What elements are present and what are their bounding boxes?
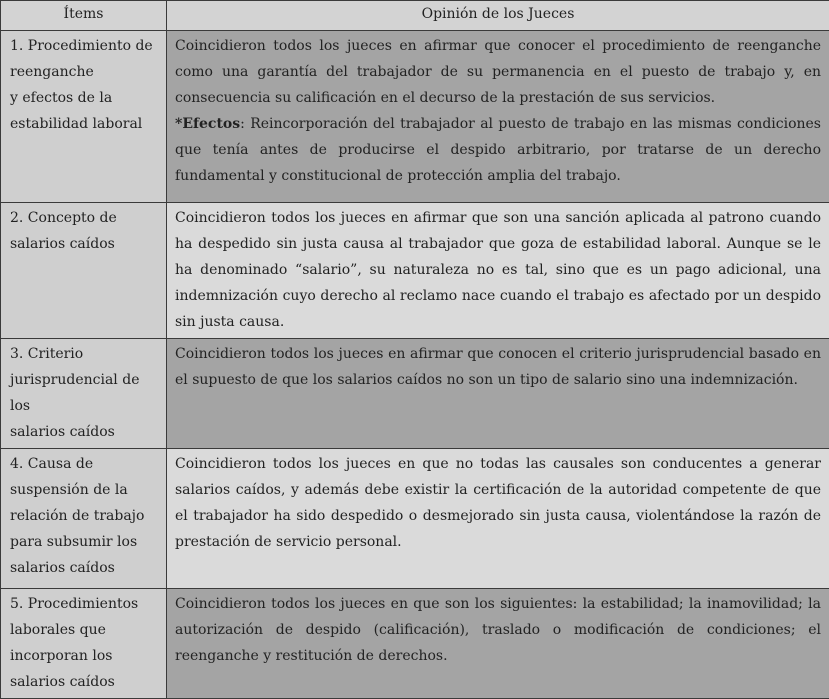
item-line: reenganche: [10, 59, 161, 85]
item-cell: [1, 203, 167, 339]
efectos-label: *Efectos: [175, 116, 240, 132]
item-line: 4. Causa de: [10, 451, 161, 477]
item-line: estabilidad laboral: [10, 111, 161, 137]
item-line: relación de trabajo: [10, 503, 161, 529]
item-line: para subsumir los: [10, 529, 161, 555]
item-line: y efectos de la: [10, 85, 161, 111]
item-line: laborales que: [10, 617, 161, 643]
item-line: 3. Criterio: [10, 341, 161, 367]
opinion-cell: [167, 449, 829, 589]
item-line: jurisprudencial de los: [10, 367, 161, 419]
item-line: suspensión de la: [10, 477, 161, 503]
item-line: salarios caídos: [10, 231, 161, 257]
opinion-text: Coincidieron todos los jueces en afirmar que conocen el criterio jurisprudencial basado en el supuesto de que los salarios caídos no son un tipo de salario sino una indemnización.: [175, 341, 821, 393]
opinion-cell: [167, 203, 829, 339]
opinion-text: Coincidieron todos los jueces en que no todas las causales son conducentes a generar salarios caídos, y además debe existir la certificación de la autoridad competente de que el trabajador ha sido despedido o desmejorado sin justa causa, violentándose la razón de prestación de servicio personal.: [175, 451, 821, 555]
efectos-text: : Reincorporación del trabajador al puesto de trabajo en las mismas condiciones que tenía antes de producirse el despido arbitrario, por tratarse de un derecho fundamental y constitucional de protección amplia del trabajo.: [175, 116, 821, 184]
table-body: [1, 31, 829, 699]
item-cell: [1, 589, 167, 699]
item-line: 5. Procedimientos: [10, 591, 161, 617]
table-row: [1, 449, 829, 589]
item-cell: [1, 339, 167, 449]
opinion-cell: [167, 589, 829, 699]
header-opinion: Opinión de los Jueces: [167, 1, 829, 31]
table-row: [1, 589, 829, 699]
efectos-paragraph: [175, 111, 821, 189]
item-line: incorporan los: [10, 643, 161, 669]
opinion-cell: [167, 31, 829, 203]
opinion-text: Coincidieron todos los jueces en afirmar que son una sanción aplicada al patrono cuando ha despedido sin justa causa al trabajador que goza de estabilidad laboral. Aunque se le ha denominado “salario”, su naturaleza no es tal, sino que es un pago adicional, una indemnización cuyo derecho al reclamo nace cuando el trabajo es afectado por un despido sin justa causa.: [175, 205, 821, 335]
item-line: salarios caídos: [10, 555, 161, 581]
header-items: Ítems: [1, 1, 167, 31]
table-row: [1, 203, 829, 339]
opinion-text: Coincidieron todos los jueces en afirmar que conocer el procedimiento de reenganche como una garantía del trabajador de su permanencia en el puesto de trabajo y, en consecuencia su calificación en el decurso de la prestación de sus servicios.: [175, 33, 821, 111]
item-line: 2. Concepto de: [10, 205, 161, 231]
table-row: [1, 339, 829, 449]
header-row: [1, 1, 829, 31]
table-header: [1, 1, 829, 31]
item-line: salarios caídos: [10, 669, 161, 695]
item-line: 1. Procedimiento de: [10, 33, 161, 59]
item-line: salarios caídos: [10, 419, 161, 445]
table-row: [1, 31, 829, 203]
opinion-cell: [167, 339, 829, 449]
opinion-text: Coincidieron todos los jueces en que son los siguientes: la estabilidad; la inamovilidad; la autorización de despido (calificación), traslado o modificación de condiciones; el reenganche y restitución de derechos.: [175, 591, 821, 669]
item-cell: [1, 449, 167, 589]
item-cell: [1, 31, 167, 203]
